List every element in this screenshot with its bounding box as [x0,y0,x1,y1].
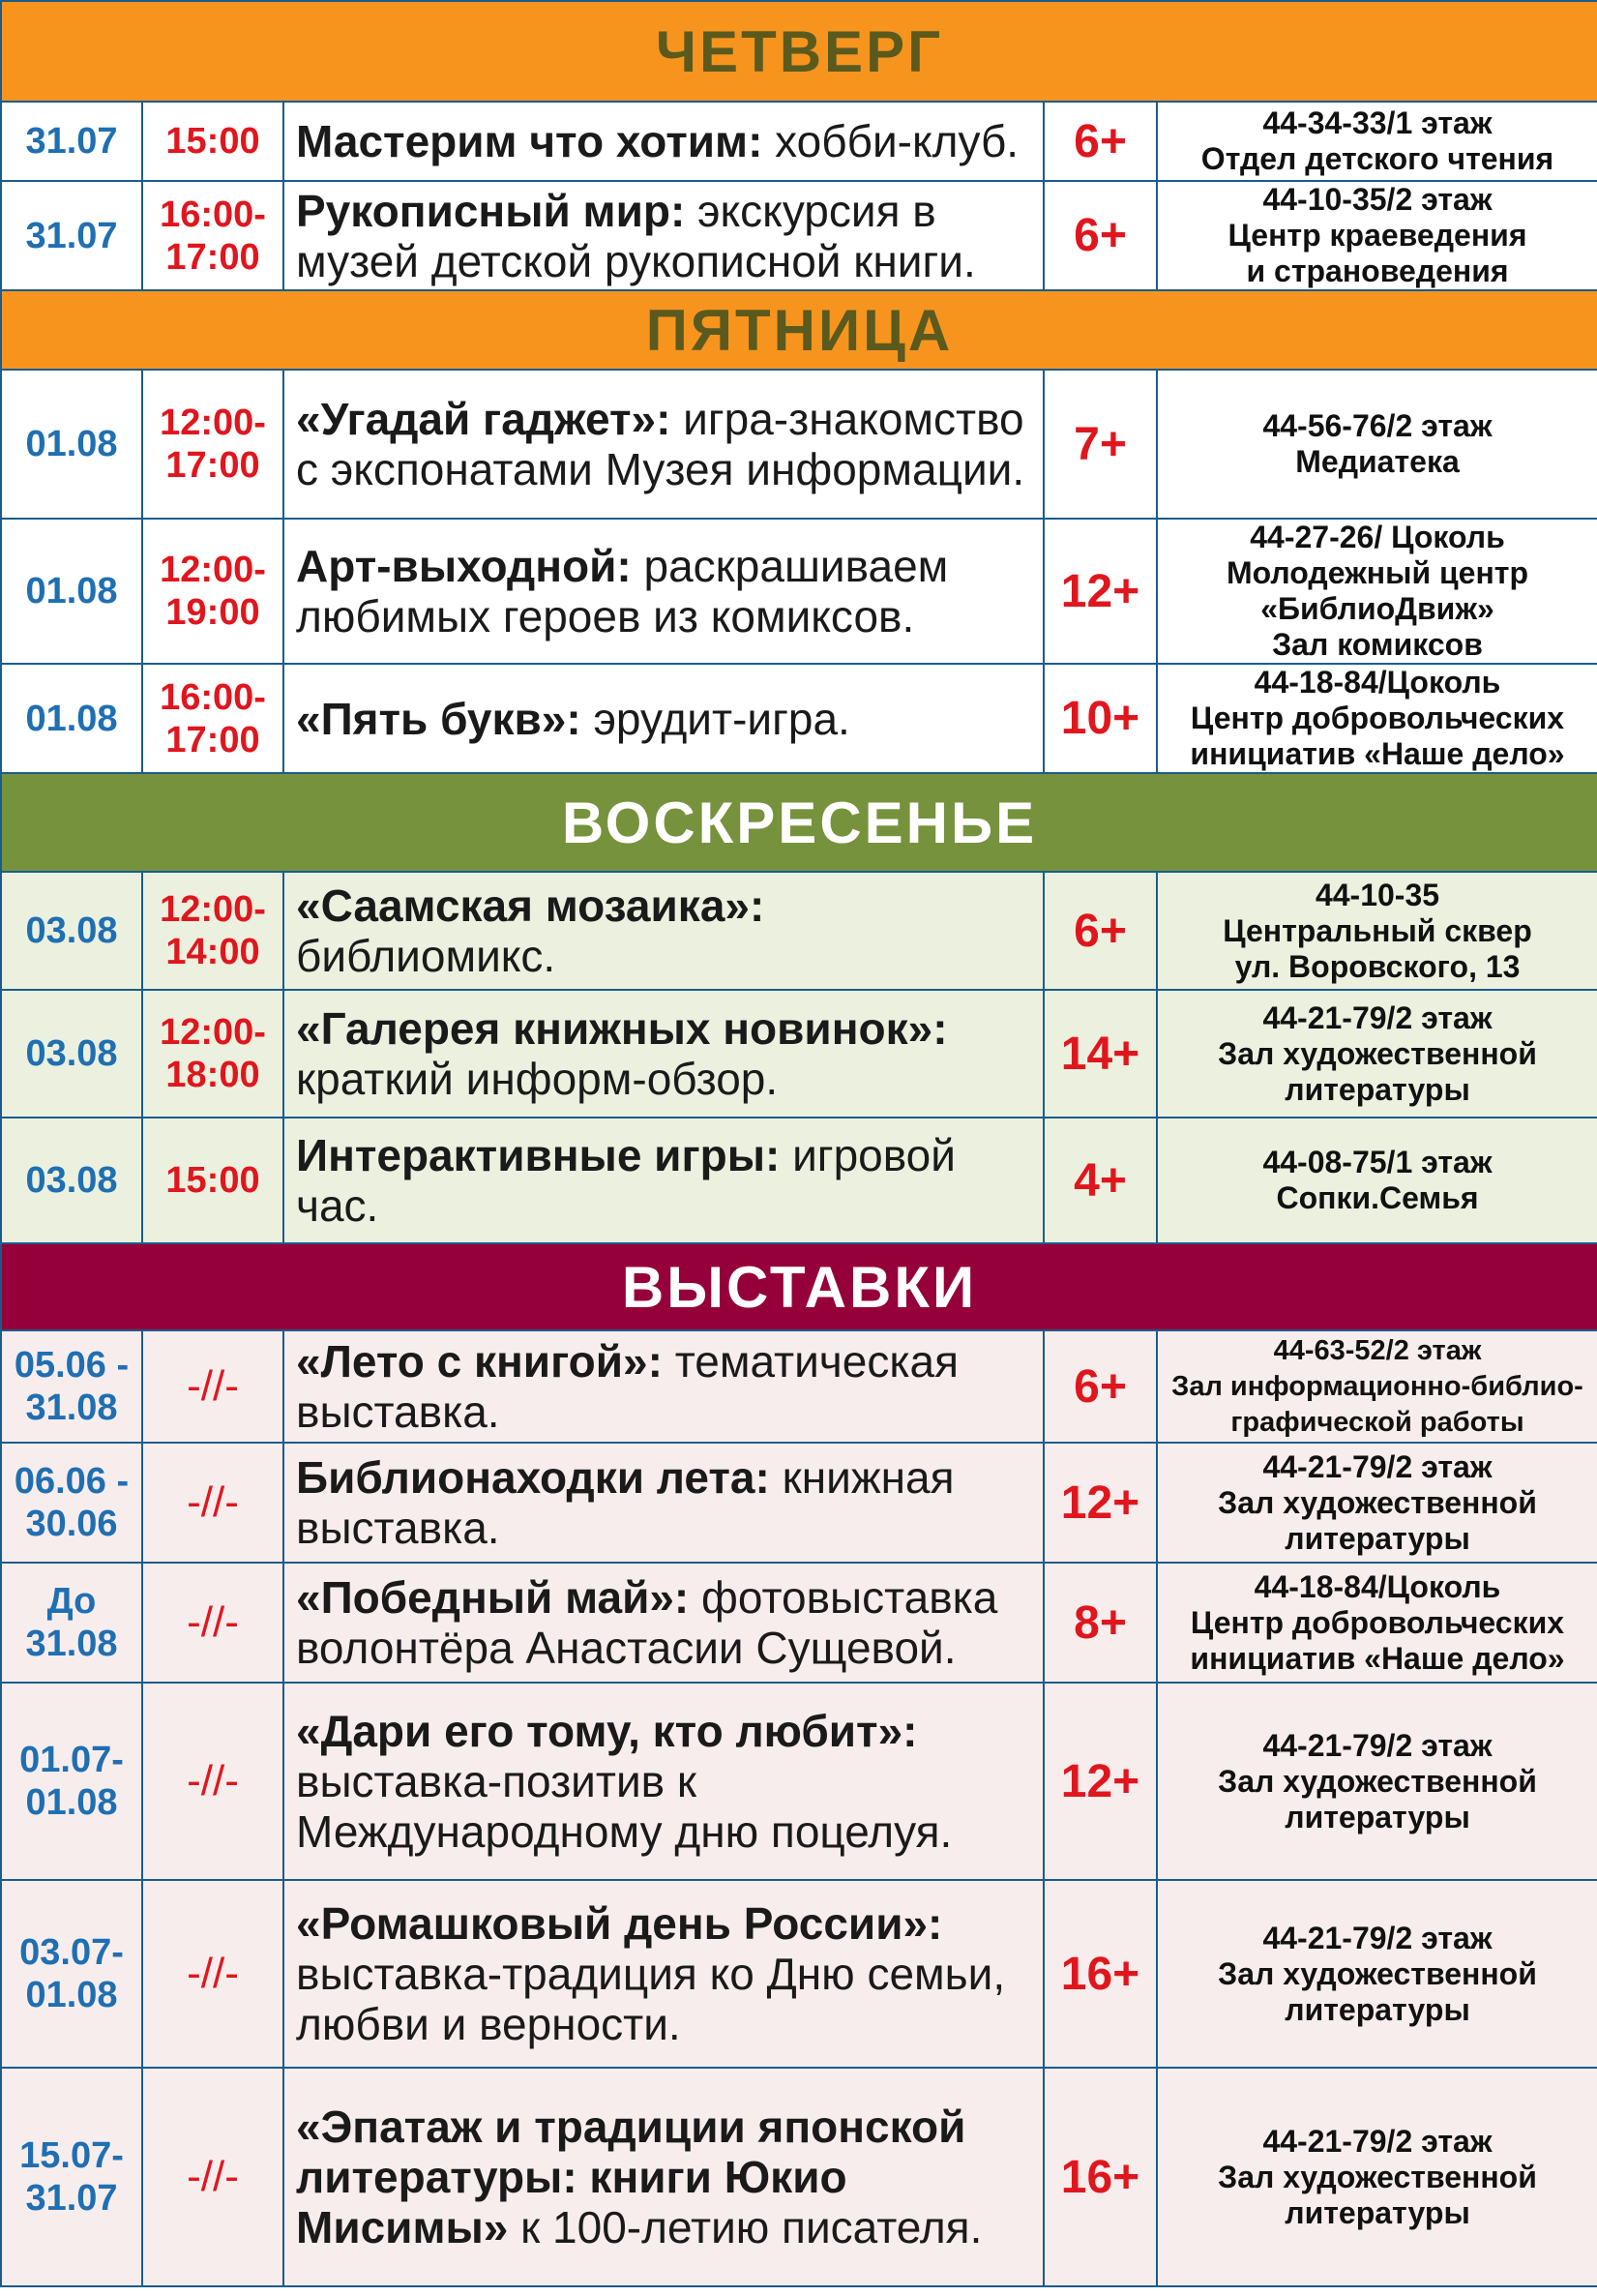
section-header-exhibitions: ВЫСТАВКИ [1,1243,1597,1330]
event-location: 44-10-35/2 этаж Центр краеведения и страноведения [1157,181,1597,290]
event-title [283,102,1044,181]
event-name: «Лето с книгой»: [296,1336,663,1387]
event-name: Интерактивные игры: [296,1130,781,1180]
event-name: Арт-выходной: [296,541,632,591]
event-title [283,2068,1044,2286]
event-time: 15:00 [142,102,283,181]
event-title [283,181,1044,290]
event-description: эрудит-игра. [580,693,850,744]
event-name: «Победный май»: [296,1572,690,1623]
age-rating: 12+ [1044,1683,1157,1880]
event-date: 06.06 - 30.06 [1,1443,142,1563]
event-title [283,1330,1044,1443]
event-description: экскурсия в музей детской рукописной книги. [296,185,976,286]
age-rating: 6+ [1044,1330,1157,1443]
table-row [1,1563,1597,1683]
table-row [1,2068,1597,2286]
event-description: выставка-позитив к Международному дню поцелуя. [296,1756,953,1857]
event-name: «Эпатаж и традиции японской литературы: книги Юкио Мисимы» [296,2102,966,2252]
event-name: «Дари его тому, кто любит»: [296,1706,918,1756]
event-date: 03.08 [1,990,142,1118]
event-location: 44-21-79/2 этаж Зал художественной литературы [1157,1443,1597,1563]
event-title [283,990,1044,1118]
event-date: 31.07 [1,181,142,290]
age-rating: 4+ [1044,1118,1157,1243]
age-rating: 7+ [1044,370,1157,519]
event-name: «Саамская мозаика»: [296,880,765,931]
event-date: 01.08 [1,519,142,664]
table-row [1,1118,1597,1243]
event-location: 44-18-84/Цоколь Центр добровольческих инициатив «Наше дело» [1157,664,1597,773]
event-name: «Галерея книжных новинок»: [296,1003,948,1054]
table-row [1,664,1597,773]
age-rating: 14+ [1044,990,1157,1118]
event-title [283,1683,1044,1880]
event-location: 44-21-79/2 этаж Зал художественной литературы [1157,1683,1597,1880]
event-date: До 31.08 [1,1563,142,1683]
event-name: «Пять букв»: [296,693,581,744]
table-row [1,872,1597,990]
event-title [283,519,1044,664]
event-title [283,1563,1044,1683]
age-rating: 16+ [1044,1880,1157,2068]
section-header-thursday: ЧЕТВЕРГ [1,1,1597,102]
age-rating: 12+ [1044,519,1157,664]
age-rating: 8+ [1044,1563,1157,1683]
event-location: 44-08-75/1 этаж Сопки.Семья [1157,1118,1597,1243]
event-time: 16:00- 17:00 [142,181,283,290]
event-time: 15:00 [142,1118,283,1243]
event-name: Рукописный мир: [296,185,686,236]
table-row [1,1683,1597,1880]
event-description: хобби-клуб. [762,116,1020,166]
age-rating: 10+ [1044,664,1157,773]
event-description: краткий информ-обзор. [296,1054,779,1104]
event-time: 16:00- 17:00 [142,664,283,773]
event-description: игра-знакомство с экспонатами Музея информации. [296,394,1025,494]
table-row [1,1330,1597,1443]
event-title [283,1443,1044,1563]
event-name: «Угадай гаджет»: [296,394,671,444]
event-description: книжная выставка. [296,1452,955,1553]
age-rating: 6+ [1044,102,1157,181]
event-name: Библионаходки лета: [296,1452,770,1503]
event-location: 44-34-33/1 этаж Отдел детского чтения [1157,102,1597,181]
table-row [1,1880,1597,2068]
event-location: 44-63-52/2 этаж Зал информационно-библио- графической работы [1157,1330,1597,1443]
event-location: 44-21-79/2 этаж Зал художественной литературы [1157,990,1597,1118]
event-description: игровой час. [296,1130,956,1231]
event-date: 01.08 [1,664,142,773]
event-date: 05.06 - 31.08 [1,1330,142,1443]
event-location: 44-21-79/2 этаж Зал художественной литературы [1157,2068,1597,2286]
section-header-friday: ПЯТНИЦА [1,290,1597,370]
table-row [1,102,1597,181]
event-title [283,1118,1044,1243]
event-time: 12:00- 17:00 [142,370,283,519]
age-rating: 16+ [1044,2068,1157,2286]
event-title [283,1880,1044,2068]
event-location: 44-27-26/ Цоколь Молодежный центр «БиблиоДвиж» Зал комиксов [1157,519,1597,664]
event-location: 44-56-76/2 этаж Медиатека [1157,370,1597,519]
event-date: 01.08 [1,370,142,519]
section-header-sunday: ВОСКРЕСЕНЬЕ [1,773,1597,872]
event-time: -//- [142,1443,283,1563]
event-time: -//- [142,1683,283,1880]
table-row [1,519,1597,664]
event-time: 12:00- 19:00 [142,519,283,664]
event-time: -//- [142,1880,283,2068]
event-title [283,370,1044,519]
event-title [283,872,1044,990]
event-date: 31.07 [1,102,142,181]
event-name: «Ромашковый день России»: [296,1898,943,1949]
event-location: 44-10-35 Центральный сквер ул. Воровского, 13 [1157,872,1597,990]
age-rating: 6+ [1044,181,1157,290]
age-rating: 6+ [1044,872,1157,990]
event-description: фотовыставка волонтёра Анастасии Сущевой. [296,1572,998,1673]
age-rating: 12+ [1044,1443,1157,1563]
table-row [1,990,1597,1118]
event-date: 01.07- 01.08 [1,1683,142,1880]
event-description: раскрашиваем любимых героев из комиксов. [296,541,949,641]
event-date: 03.08 [1,1118,142,1243]
event-date: 03.08 [1,872,142,990]
table-row [1,181,1597,290]
event-location: 44-18-84/Цоколь Центр добровольческих инициатив «Наше дело» [1157,1563,1597,1683]
event-description: тематическая выставка. [296,1336,959,1437]
event-date: 15.07- 31.07 [1,2068,142,2286]
event-description: библиомикс. [296,931,556,981]
event-time: 12:00- 14:00 [142,872,283,990]
event-location: 44-21-79/2 этаж Зал художественной литературы [1157,1880,1597,2068]
event-title [283,664,1044,773]
event-time: -//- [142,2068,283,2286]
table-row [1,370,1597,519]
event-name: Мастерим что хотим: [296,116,763,166]
event-description: выставка-традиция ко Дню семьи, любви и верности. [296,1949,1006,2049]
event-time: -//- [142,1563,283,1683]
event-time: 12:00- 18:00 [142,990,283,1118]
event-description: к 100-летию писателя. [508,2202,983,2252]
event-date: 03.07- 01.08 [1,1880,142,2068]
event-time: -//- [142,1330,283,1443]
table-row [1,1443,1597,1563]
